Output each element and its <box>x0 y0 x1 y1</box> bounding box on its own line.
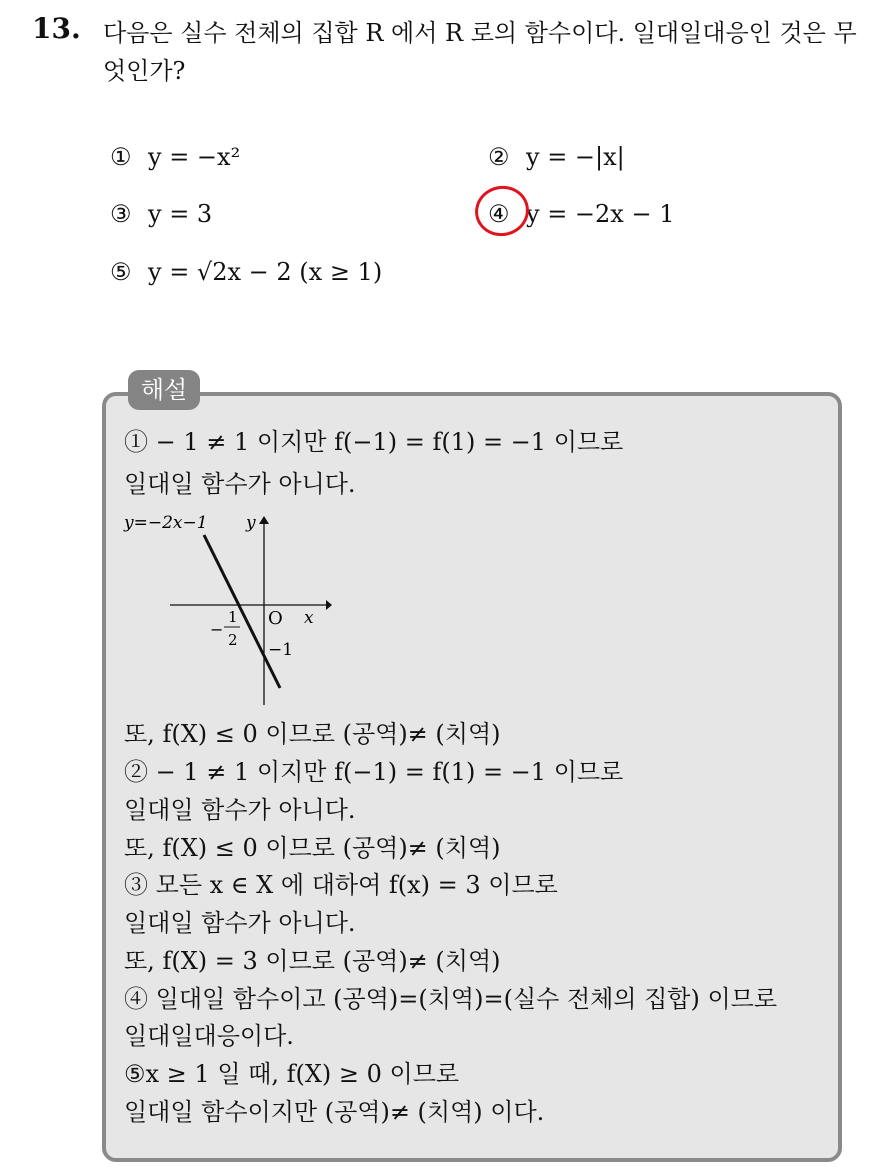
choice-1-marker: ① <box>110 143 132 171</box>
solution-line: ⑤x ≥ 1 일 때, f(X) ≥ 0 이므로 <box>124 1060 460 1088</box>
solution-line: 일대일 함수이지만 (공역)≠ (치역) 이다. <box>124 1098 545 1126</box>
function-graph <box>122 510 342 710</box>
solution-line: 일대일 함수가 아니다. <box>124 909 356 937</box>
choice-3-marker: ③ <box>110 200 132 228</box>
solution-line: 일대일 함수가 아니다. <box>124 470 356 498</box>
choice-2-marker: ② <box>488 143 510 171</box>
graph-line-label: y=−2x−1 <box>124 513 208 533</box>
solution-line: ② − 1 ≠ 1 이지만 f(−1) = f(1) = −1 이므로 <box>124 758 624 786</box>
choice-2[interactable] <box>488 143 625 171</box>
solution-line: 또, f(X) ≤ 0 이므로 (공역)≠ (치역) <box>124 834 501 862</box>
x-intercept-denominator: 2 <box>228 631 238 649</box>
choice-5-marker: ⑤ <box>110 258 132 286</box>
choice-1[interactable] <box>110 143 240 171</box>
x-axis-label: x <box>304 608 314 628</box>
x-intercept-numerator: 1 <box>228 608 238 626</box>
y-intercept-label: −1 <box>268 640 294 660</box>
solution-line: ① − 1 ≠ 1 이지만 f(−1) = f(1) = −1 이므로 <box>124 428 624 456</box>
x-intercept-sign: − <box>210 620 224 639</box>
origin-label: O <box>268 608 283 629</box>
choice-5-expr: y = √2x − 2 (x ≥ 1) <box>148 258 383 286</box>
question-text: 다음은 실수 전체의 집합 R 에서 R 로의 함수이다. 일대일대응인 것은 무엇인가? <box>103 19 857 85</box>
choice-3[interactable] <box>110 200 212 228</box>
solution-line: 일대일 함수가 아니다. <box>124 796 356 824</box>
y-axis-label: y <box>246 513 256 533</box>
choice-4-expr: y = −2x − 1 <box>526 200 675 228</box>
y-axis-arrow <box>259 516 269 524</box>
solution-line: 또, f(X) = 3 이므로 (공역)≠ (치역) <box>124 947 501 975</box>
solution-line: 일대일대응이다. <box>124 1022 294 1050</box>
choice-3-expr: y = 3 <box>148 200 213 228</box>
choice-5[interactable] <box>110 258 382 286</box>
choice-4-marker: ④ <box>488 200 510 228</box>
x-axis-arrow <box>326 600 332 610</box>
choice-2-expr: y = −|x| <box>526 143 625 171</box>
solution-line: 또, f(X) ≤ 0 이므로 (공역)≠ (치역) <box>124 720 501 748</box>
question-number: 13. <box>32 12 81 45</box>
choice-1-expr: y = −x² <box>148 143 241 171</box>
answer-circle-mark <box>470 181 533 241</box>
solution-line: ③ 모든 x ∈ X 에 대하여 f(x) = 3 이므로 <box>124 871 558 899</box>
solution-line: ④ 일대일 함수이고 (공역)=(치역)=(실수 전체의 집합) 이므로 <box>124 985 778 1013</box>
solution-tag: 해설 <box>128 370 200 410</box>
